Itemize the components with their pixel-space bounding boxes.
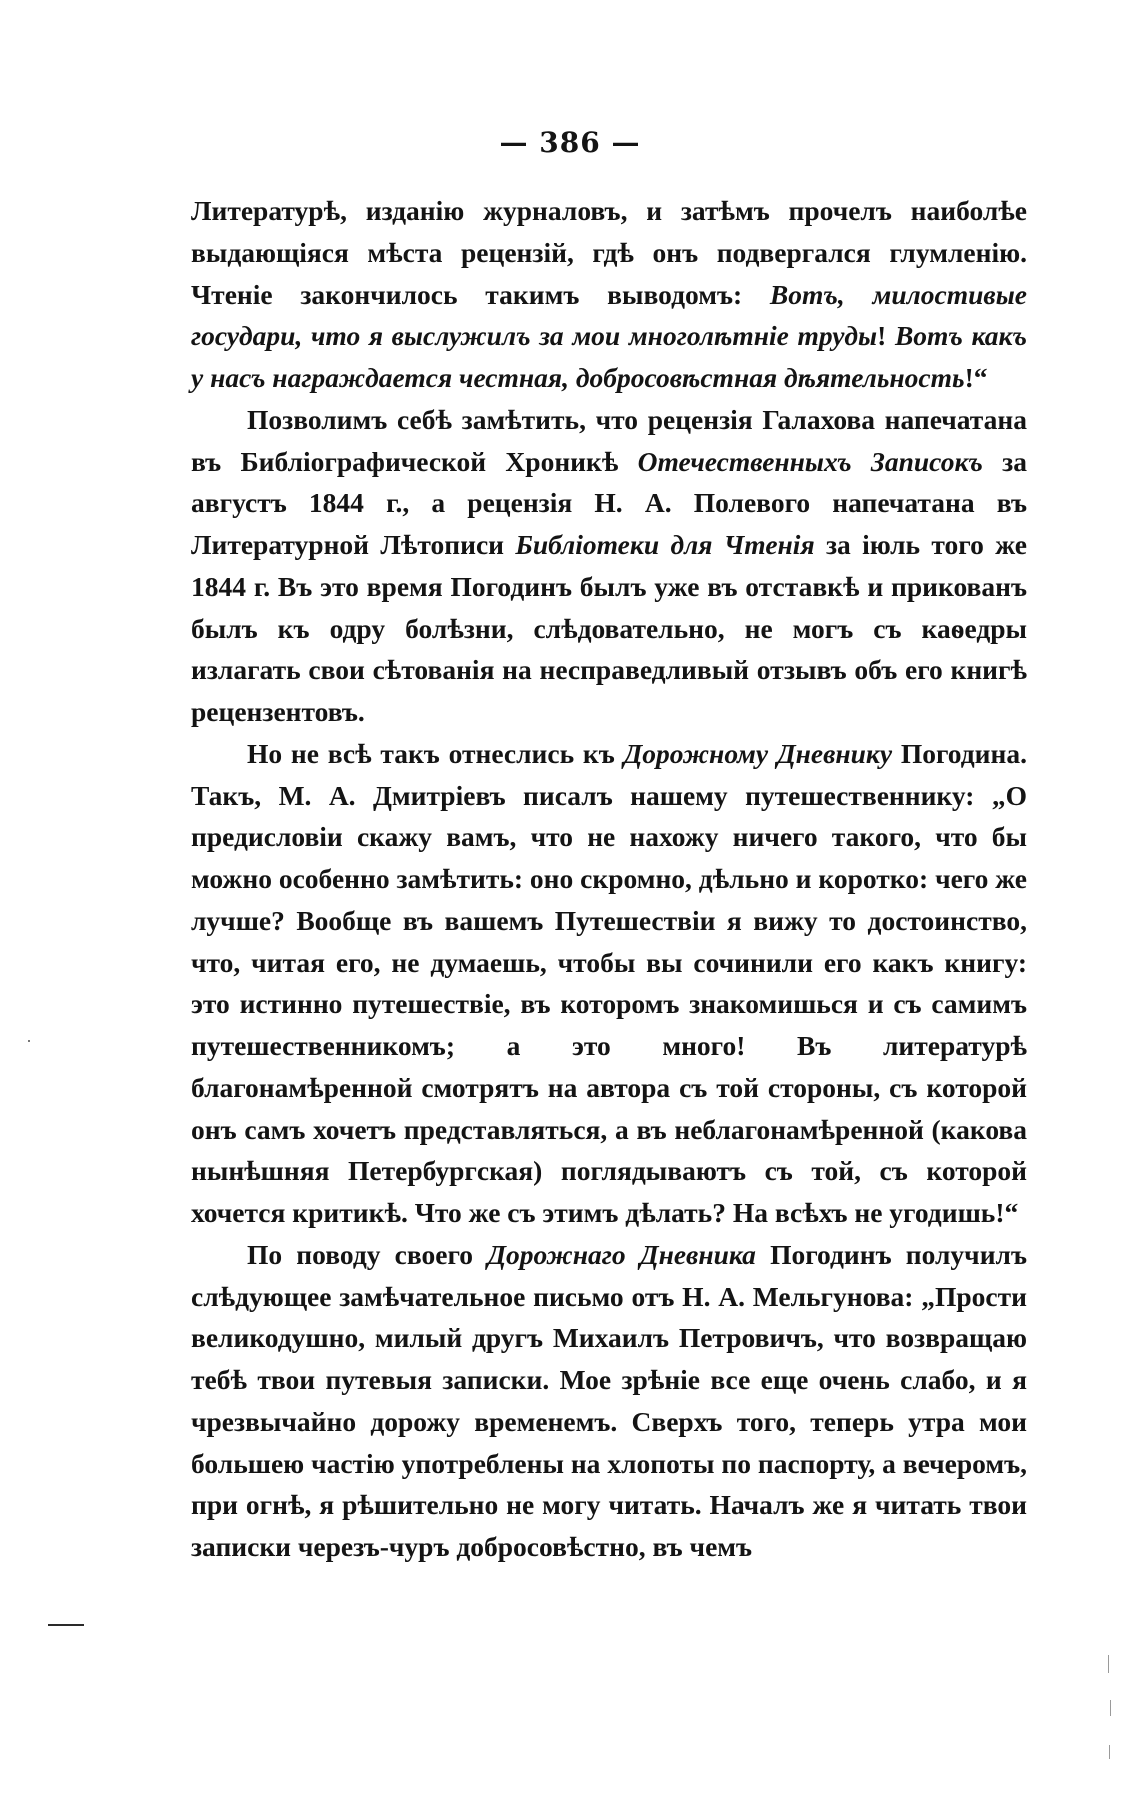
text-run: Погодинъ получилъ слѣдующее замѣчательное письмо отъ Н. А. Мельгунова: „Прости великодушно, милый другъ Михаилъ Петровичъ, что возвращаю тебѣ твои путевыя записки. Мое зрѣніе все еще очень слабо, и я чрезвычайно дорожу временемъ. Сверхъ того, теперь утра мои большею частію употреблены на хлопоты по паспорту, а вечеромъ, при огнѣ, я рѣшительно не могу читать. Началъ же я читать твои записки черезъ-чуръ добросовѣстно, въ чемъ xyxy=(191,1238,1027,1562)
text-run: !“ xyxy=(964,362,988,393)
page-number: — 386 — xyxy=(499,126,641,159)
italic-title: Отечественныхъ Записокъ xyxy=(637,445,983,477)
text-run: за іюль того же 1844 г. Въ это время Погодинъ былъ уже въ отставкѣ и прикованъ былъ къ одру болѣзни, слѣдовательно, не могъ съ каѳедры излагать свои сѣтованія на несправедливый отзывъ объ его книгѣ рецензентовъ. xyxy=(191,529,1027,727)
body-text xyxy=(191,190,1027,1568)
text-run: Но не всѣ такъ отнеслись къ xyxy=(247,737,624,769)
margin-mark xyxy=(48,1624,84,1626)
paragraph-2 xyxy=(191,399,1027,733)
paragraph-4 xyxy=(191,1234,1027,1568)
paragraph-3 xyxy=(191,733,1027,1234)
italic-title: Дорожному Дневнику xyxy=(623,737,893,769)
scan-edge-tick xyxy=(1108,1655,1109,1673)
text-run: По поводу своего xyxy=(247,1238,488,1270)
scan-edge-tick xyxy=(1109,1745,1110,1759)
scan-speck xyxy=(28,1040,30,1042)
text-run: Литературѣ, изданію журналовъ, и затѣмъ прочелъ наиболѣе выдающіяся мѣста рецензій, гдѣ онъ подвергался глумленію. Чтеніе закончилось такимъ выводомъ: xyxy=(191,195,1027,310)
text-run: Погодина. Такъ, М. А. Дмитріевъ писалъ нашему путешественнику: „О предисловіи скажу вамъ, что не нахожу ничего такого, что бы можно особенно замѣтить: оно скромно, дѣльно и коротко: чего же лучше? Вообще въ вашемъ Путешествіи я вижу то достоинство, что, читая его, не думаешь, чтобы вы сочинили его какъ книгу: это истинно путешествіе, въ которомъ знакомишься и съ самимъ путешественникомъ; а это много! Въ литературѣ благонамѣренной смотрятъ на автора съ той стороны, съ которой онъ самъ хочетъ представляться, а въ неблагонамѣренной (какова нынѣшняя Петербургская) поглядываютъ съ той, съ которой хочется критикѣ. Что же съ этимъ дѣлать? На всѣхъ не угодишь!“ xyxy=(191,737,1027,1228)
paragraph-1 xyxy=(191,190,1027,399)
italic-quote: Вотъ какъ у насъ награждается честная, добросовѣстная дѣятельность xyxy=(191,320,1027,393)
text-run: ! xyxy=(877,320,895,352)
text-run: Позволимъ себѣ замѣтить, что рецензія Галахова напечатана въ Библіографической Хроникѣ xyxy=(191,403,1027,477)
italic-title: Дорожнаго Дневника xyxy=(487,1238,756,1270)
italic-title: Библіотеки для Чтенія xyxy=(515,529,815,560)
scan-edge-tick xyxy=(1110,1700,1111,1716)
italic-quote: Вотъ, милостивые государи, что я выслужилъ за мои многолѣтніе труды xyxy=(191,278,1028,352)
text-run: за августъ 1844 г., а рецензія Н. А. Полевого напечатана въ Литературной Лѣтописи xyxy=(191,445,1027,560)
